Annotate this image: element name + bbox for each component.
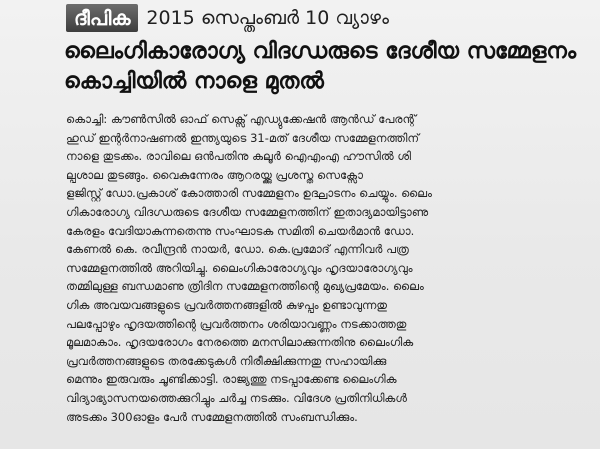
body-line-4: ല്പശാല തുടങ്ങും. വൈകുന്നേരം ആറരയ്ക്കു പ്രശസ്ത സെക്സോ xyxy=(66,167,363,182)
masthead xyxy=(66,4,389,32)
body-line-7: കേരളം വേദിയാകുന്നതെന്നു സംഘാടക സമിതി ചെയർമാൻ ഡോ. xyxy=(66,223,415,238)
body-line-16: വിദ്യാഭ്യാസനയത്തെക്കുറിച്ചും ചർച്ച നടക്കും. വിദേശ പ്രതിനിധികൾ xyxy=(66,390,407,405)
body-line-13: മൂലമാകാം. ഹൃദയരോഗം നേരത്തെ മനസിലാക്കുന്നതിനു ലൈംഗിക xyxy=(66,335,414,350)
body-line-1: കൊച്ചി: കൗൺസിൽ ഓഫ് സെക്സ് എഡ്യുക്കേഷൻ ആൻഡ് പേരന്റ് xyxy=(66,112,417,126)
body-line-17: അടക്കം 300ഓളം പേർ സമ്മേളനത്തിൽ സംബന്ധിക്കും. xyxy=(66,409,358,424)
body-line-8: കേണൽ കെ. രവീന്ദ്രൻ നായർ, ഡോ. കെ.പ്രമോദ് എന്നിവർ പത്ര xyxy=(66,242,409,257)
headline-line-1: ലൈംഗികാരോഗ്യ വിദഗ്ധരുടെ ദേശീയ സമ്മേളനം xyxy=(64,39,577,64)
body-line-2: ഹുഡ് ഇന്റർനാഷണൽ ഇന്ത്യയുടെ 31-മത് ദേശീയ സമ്മേളനത്തിന് xyxy=(66,130,420,145)
body-line-5: ളജിസ്റ്റ് ഡോ.പ്രകാശ് കോത്താരി സമ്മേളനം ഉദ്ഘാടനം ചെയ്യും. ലൈം xyxy=(66,186,432,201)
body-line-12: പലപ്പോഴും ഹൃദയത്തിന്റെ പ്രവർത്തനം ശരിയാവണ്ണം നടക്കാത്തതു xyxy=(66,316,407,331)
body-line-10: തമ്മിലുള്ള ബന്ധമാണു ത്രിദിന സമ്മേളനത്തിന്റെ മുഖ്യപ്രമേയം. ലൈം xyxy=(66,279,424,294)
article-body xyxy=(66,110,556,442)
article-headline xyxy=(64,37,577,97)
body-line-3: നാളെ തുടക്കം. രാവിലെ ഒൻപതിനു കലൂർ ഐഎംഎ ഹൗസിൽ ശി xyxy=(66,149,411,164)
headline-line-2: കൊച്ചിയിൽ നാളെ മുതൽ xyxy=(64,69,324,94)
publication-date: 2015 സെപ്തംബർ 10 വ്യാഴം xyxy=(146,7,389,29)
body-line-11: ഗിക അവയവങ്ങളുടെ പ്രവർത്തനങ്ങളിൽ കുഴപ്പം ഉണ്ടാവുന്നതു xyxy=(66,297,388,312)
body-line-14: പ്രവർത്തനങ്ങളുടെ തരക്കേടുകൾ നിരീക്ഷിക്കുന്നതു സഹായിക്കു xyxy=(66,353,387,368)
body-line-15: മെന്നും ഇരുവരും ചൂണ്ടിക്കാട്ടി. രാജ്യത്തു നടപ്പാക്കേണ്ട ലൈംഗിക xyxy=(66,372,397,387)
body-line-9: സമ്മേളനത്തിൽ അറിയിച്ചു. ലൈംഗികാരോഗ്യവും ഹൃദയാരോഗ്യവും xyxy=(66,260,413,275)
body-line-6: ഗികാരോഗ്യ വിദഗ്ധരുടെ ദേശീയ സമ്മേളനത്തിന് ഇതാദ്യമായിട്ടാണു xyxy=(66,204,429,219)
newspaper-logo: ദീപിക xyxy=(66,4,138,32)
